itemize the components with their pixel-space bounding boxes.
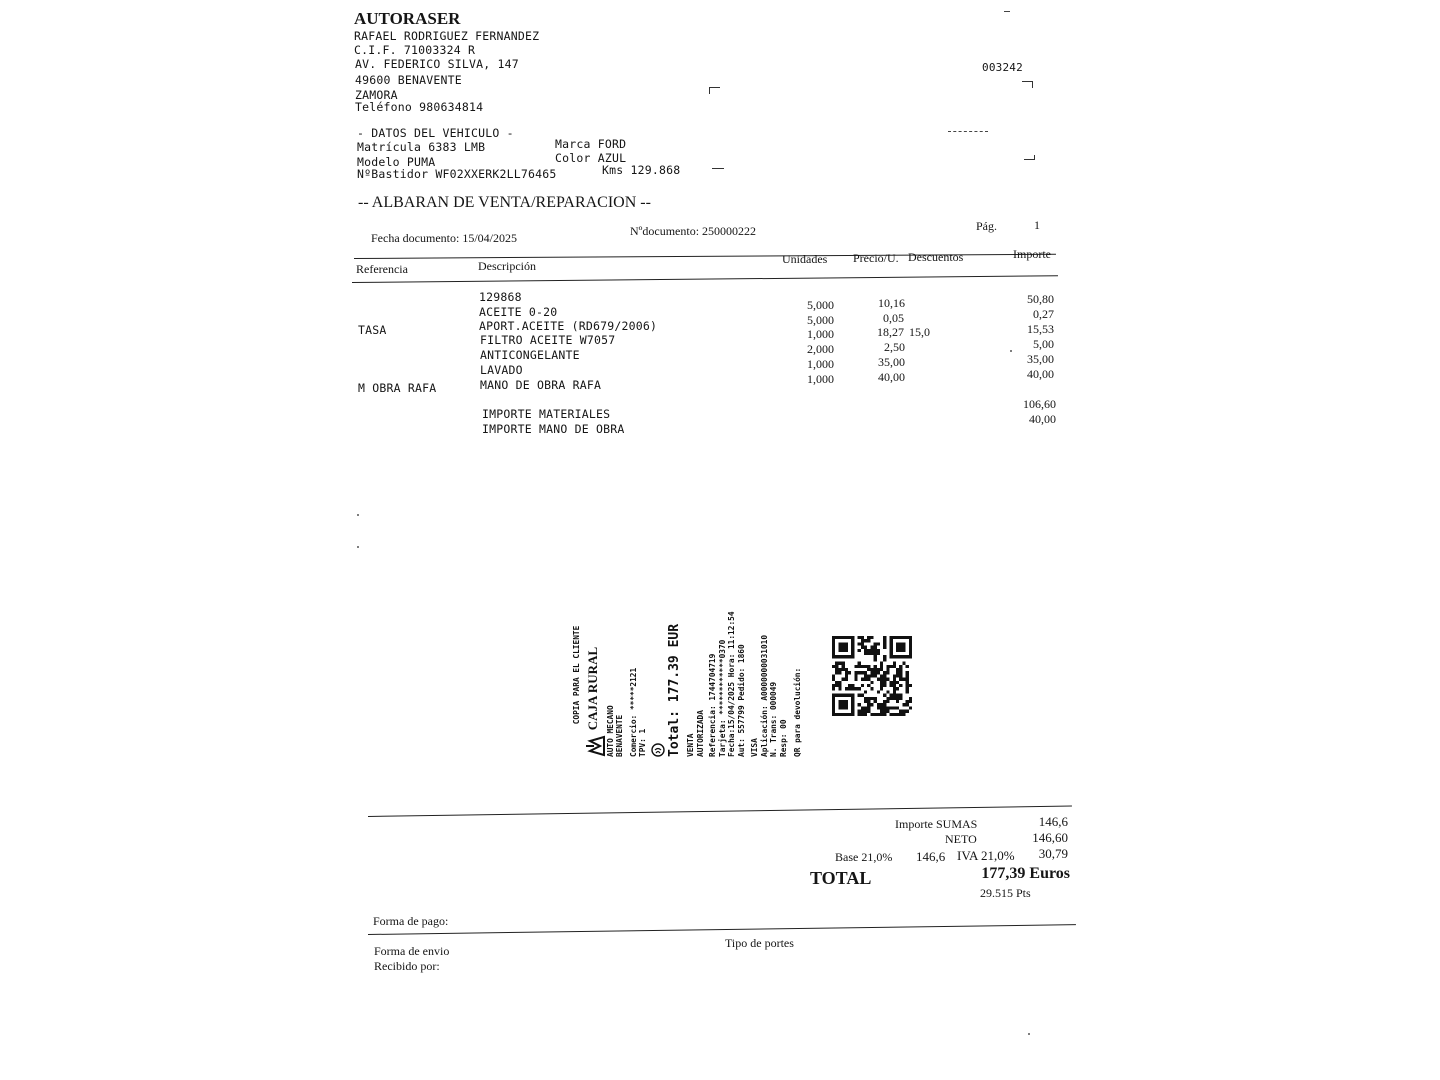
totals-sumas: 146,6 <box>1038 814 1068 829</box>
receipt-trans-row <box>769 593 779 757</box>
receipt-sale: VENTA <box>686 733 695 757</box>
receipt-card-row <box>718 593 728 757</box>
receipt-comercio-row <box>629 593 639 757</box>
document-number-field <box>630 224 756 239</box>
row-price: 18,27 <box>877 325 904 339</box>
totals-neto: 146,60 <box>1032 830 1068 845</box>
company-cif: C.I.F. 71003324 R <box>354 43 476 57</box>
row-units: 2,000 <box>807 342 834 356</box>
company-city: 49600 BENAVENTE <box>355 73 462 87</box>
vehicle-section-title: - DATOS DEL VEHICULO - <box>357 126 514 140</box>
receipt-date: Fecha:15/04/2025 <box>727 681 736 757</box>
caja-rural-logo-icon <box>590 730 599 757</box>
totals-iva: 30,79 <box>1038 846 1068 861</box>
receipt-qr-label: QR para devolución: <box>793 667 802 757</box>
row-price: 35,00 <box>878 355 905 369</box>
row-desc: LAVADO <box>480 363 523 377</box>
totals-sumas-label: Importe SUMAS <box>895 817 978 831</box>
row-units: 1,000 <box>807 327 834 341</box>
receipt-trans: 000049 <box>769 681 778 711</box>
address-window-corner-bottom-right <box>1024 155 1035 160</box>
footer-payment-label: Forma de pago: <box>373 914 449 928</box>
table-header-amount: Importe <box>1013 247 1051 261</box>
subtotal-amount: 106,60 <box>1023 397 1056 411</box>
row-amount: 40,00 <box>1027 367 1054 381</box>
table-header-price: Precio/U. <box>853 251 899 265</box>
receipt-merchant: AUTO MECANO <box>605 705 615 757</box>
vehicle-vin: NºBastidor WF02XXERK2LL76465 <box>357 167 557 181</box>
receipt-card: ************0370 <box>717 639 727 715</box>
qr-code-icon <box>832 636 912 716</box>
receipt-tpv: 1 <box>638 728 647 734</box>
receipt-tpv-row <box>638 593 648 757</box>
document-number: 250000222 <box>702 224 757 238</box>
receipt-resp: 00 <box>778 719 788 729</box>
scan-speck <box>357 514 359 516</box>
totals-base-label: Base 21,0% <box>835 850 893 864</box>
receipt-date-row <box>727 593 737 757</box>
row-desc: MANO DE OBRA RAFA <box>480 378 602 392</box>
receipt-bank-name: CAJA RURAL <box>584 646 600 731</box>
receipt-card-brand: VISA <box>750 738 759 757</box>
vehicle-model: Modelo PUMA <box>357 155 436 169</box>
table-header-desc: Descripción <box>478 259 536 273</box>
receipt-app: A0000000031010 <box>759 634 769 701</box>
receipt-copy-label: COPIA PARA EL CLIENTE <box>572 625 581 725</box>
page-number: 1 <box>1034 218 1040 232</box>
receipt-comercio: *****2121 <box>628 667 638 711</box>
subtotal-amount: 40,00 <box>1029 412 1056 426</box>
scan-mark <box>1004 11 1010 12</box>
company-owner: RAFAEL RODRIGUEZ FERNANDEZ <box>354 29 540 43</box>
receipt-ref-row <box>708 593 718 757</box>
footer-line <box>368 924 1076 935</box>
page-label: Pág. <box>976 219 997 233</box>
company-address: AV. FEDERICO SILVA, 147 <box>355 57 519 71</box>
receipt-comercio-label: Comercio: <box>628 714 638 757</box>
receipt-resp-label: Resp: <box>778 733 788 757</box>
row-desc: FILTRO ACEITE W7057 <box>480 333 616 347</box>
receipt-ref: 1744704719 <box>708 653 717 701</box>
row-amount: 35,00 <box>1027 352 1054 366</box>
table-header-units: Unidades <box>782 252 828 266</box>
footer-ports-label: Tipo de portes <box>725 936 794 950</box>
table-header-bottom-line <box>352 275 1058 283</box>
totals-iva-label: IVA 21,0% <box>957 848 1015 863</box>
table-header-ref: Referencia <box>356 262 408 276</box>
totals-base: 146,6 <box>916 849 946 864</box>
row-price: 10,16 <box>878 296 905 310</box>
scan-speck <box>1028 1033 1030 1035</box>
totals-neto-label: NETO <box>945 832 977 846</box>
vehicle-color: Color AZUL <box>555 151 627 165</box>
receipt-bank-row <box>584 593 606 757</box>
company-name: AUTORASER <box>354 9 461 28</box>
totals-pts: 29.515 Pts <box>980 886 1031 900</box>
receipt-card-label: Tarjeta: <box>717 719 727 757</box>
vehicle-brand: Marca FORD <box>555 137 627 151</box>
contactless-icon <box>651 593 668 757</box>
document-date-label: Fecha documento: <box>371 231 460 245</box>
receipt-auth: Aut: 557799 <box>736 705 746 757</box>
receipt-merchant-city: BENAVENTE <box>615 714 624 757</box>
receipt-total: Total: 177.39 EUR <box>667 623 682 757</box>
address-window-corner-top-left <box>709 87 720 94</box>
receipt-trans-label: N. Trans: <box>769 714 778 757</box>
company-phone: Teléfono 980634814 <box>355 100 484 114</box>
totals-top-line <box>368 806 1072 817</box>
row-price: 40,00 <box>878 370 905 384</box>
row-desc: ANTICONGELANTE <box>480 348 580 362</box>
receipt-app-label: Aplicación: <box>759 705 769 757</box>
row-desc: APORT.ACEITE (RD679/2006) <box>479 319 658 333</box>
receipt-app-row <box>760 593 770 757</box>
row-amount: 50,80 <box>1027 292 1054 306</box>
receipt-tpv-label: TPV: <box>638 738 647 757</box>
row-discount: 15,0 <box>909 325 930 339</box>
address-window-corner-top-right <box>1022 81 1033 88</box>
document-title: -- ALBARAN DE VENTA/REPARACION -- <box>358 194 651 211</box>
receipt-resp-row <box>779 593 789 757</box>
receipt-time: Hora: 11:12:54 <box>727 611 736 678</box>
totals-total: 177,39 Euros <box>981 865 1070 882</box>
vehicle-plate: Matrícula 6383 LMB <box>357 140 486 154</box>
scan-speck <box>357 546 359 548</box>
client-code: 003242 <box>982 61 1023 74</box>
row-units: 5,000 <box>807 313 834 327</box>
row-amount: 15,53 <box>1027 322 1054 336</box>
row-desc: 129868 <box>479 290 522 304</box>
address-window-corner-bottom-left <box>712 165 724 169</box>
row-desc: ACEITE 0-20 <box>479 305 558 319</box>
vehicle-kms: Kms 129.868 <box>602 163 681 177</box>
row-price: 2,50 <box>884 340 905 354</box>
receipt-ref-label: Referencia: <box>708 705 717 757</box>
company-province: ZAMORA <box>355 88 398 102</box>
document-number-label: Nºdocumento: <box>630 224 700 238</box>
subtotal-label: IMPORTE MATERIALES <box>482 407 611 421</box>
row-ref: M OBRA RAFA <box>358 381 437 395</box>
footer-received-label: Recibido por: <box>374 959 440 973</box>
row-price: 0,05 <box>883 311 904 325</box>
row-ref: TASA <box>358 323 387 337</box>
table-header-discount: Descuentos <box>908 250 964 264</box>
receipt-order: Pedido: 1860 <box>736 644 746 701</box>
row-amount: 0,27 <box>1033 307 1054 321</box>
totals-total-label: TOTAL <box>810 868 872 888</box>
subtotal-label: IMPORTE MANO DE OBRA <box>482 422 625 436</box>
row-units: 5,000 <box>807 298 834 312</box>
scan-speck <box>1010 350 1012 352</box>
document-date: 15/04/2025 <box>462 231 517 245</box>
row-amount: 5,00 <box>1033 337 1054 351</box>
footer-shipping-label: Forma de envio <box>374 944 450 958</box>
row-units: 1,000 <box>807 372 834 386</box>
row-units: 1,000 <box>807 357 834 371</box>
receipt-auth-row <box>737 593 747 757</box>
document-date-field <box>371 231 517 246</box>
receipt-authorized: AUTORIZADA <box>695 710 705 757</box>
scan-mark <box>948 131 988 132</box>
